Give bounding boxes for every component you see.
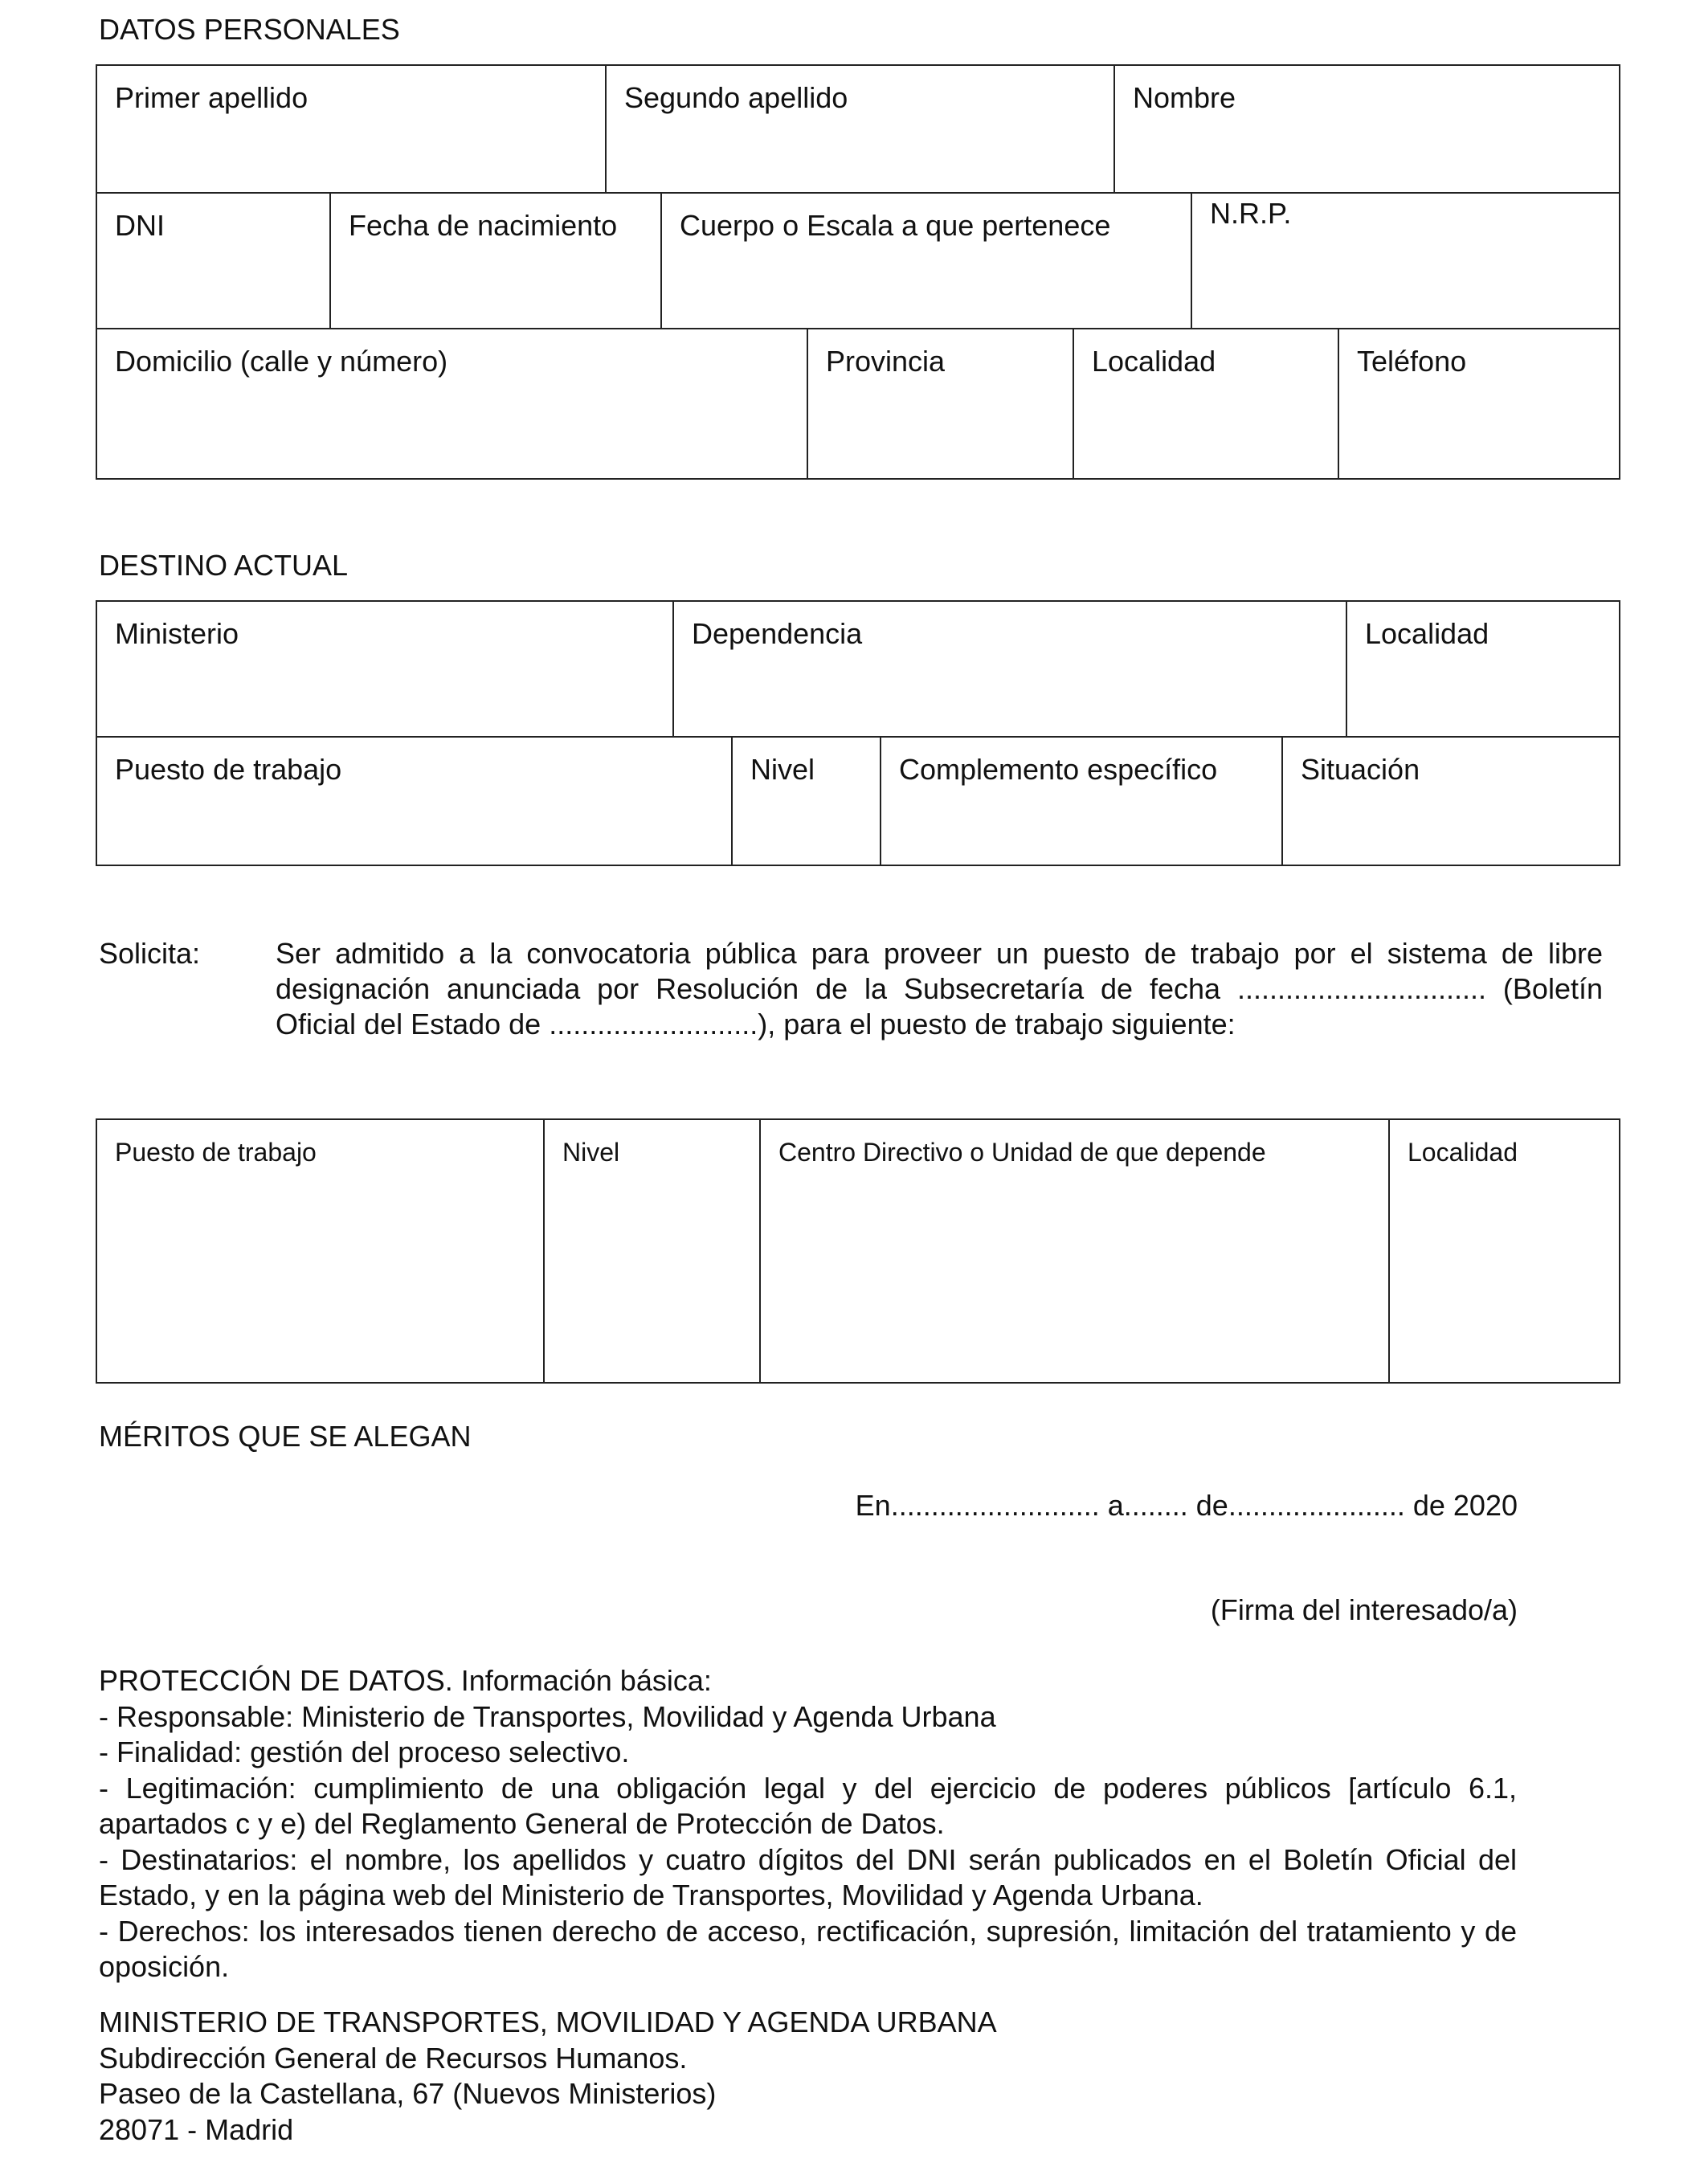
field-primer-apellido[interactable] <box>97 66 607 192</box>
direccion-subdireccion: Subdirección General de Recursos Humanos. <box>99 2041 688 2075</box>
field-fecha-nacimiento[interactable] <box>331 194 662 328</box>
field-cuerpo-escala[interactable] <box>662 194 1192 328</box>
field-label: Localidad <box>1092 345 1216 378</box>
destino-actual-row-2 <box>97 738 1619 865</box>
solicita-label: Solicita: <box>99 937 201 970</box>
solicita-text: Ser admitido a la convocatoria pública para proveer un puesto de trabajo por el sistema de libre designación anunciada por Resolución de la Subsecretaría de fecha ............................... (Boletín Oficial del Estado de ..........................), para el puesto de trabajo siguiente: <box>276 937 1603 1041</box>
field-label: Teléfono <box>1357 345 1467 378</box>
field-label: Nivel <box>750 753 815 786</box>
proteccion-datos-responsable: - Responsable: Ministerio de Transportes, Movilidad y Agenda Urbana <box>99 1699 996 1733</box>
field-label: Segundo apellido <box>624 81 848 114</box>
field-label: Nombre <box>1133 81 1236 114</box>
destino-actual-row-1 <box>97 602 1619 738</box>
direccion-ministerio: MINISTERIO DE TRANSPORTES, MOVILIDAD Y AGENDA URBANA <box>99 2005 997 2038</box>
field-nivel-solicitado[interactable] <box>545 1120 761 1382</box>
puesto-solicitado-table <box>96 1118 1620 1384</box>
field-label: Localidad <box>1365 617 1489 650</box>
datos-personales-row-1 <box>97 66 1619 194</box>
field-segundo-apellido[interactable] <box>607 66 1115 192</box>
field-nivel[interactable] <box>733 738 881 865</box>
datos-personales-row-2 <box>97 194 1619 329</box>
field-telefono[interactable] <box>1339 329 1619 478</box>
section-title-datos-personales: DATOS PERSONALES <box>99 13 400 46</box>
proteccion-datos <box>99 1663 1517 1985</box>
field-label: Puesto de trabajo <box>115 1138 317 1167</box>
proteccion-datos-derechos: - Derechos: los interesados tienen derecho de acceso, rectificación, supresión, limitación del tratamiento y de oposición. <box>99 1914 1517 1983</box>
field-label: Fecha de nacimiento <box>349 209 618 242</box>
section-title-destino-actual: DESTINO ACTUAL <box>99 549 349 582</box>
field-label: Provincia <box>826 345 946 378</box>
field-label: N.R.P. <box>1210 197 1292 230</box>
field-label: Situación <box>1301 753 1420 786</box>
field-puesto-trabajo[interactable] <box>97 738 733 865</box>
field-label: Centro Directivo o Unidad de que depende <box>778 1138 1266 1167</box>
proteccion-datos-destinatarios: - Destinatarios: el nombre, los apellidos y cuatro dígitos del DNI serán publicados en el Boletín Oficial del Estado, y en la página web del Ministerio de Transportes, Movilidad y Agenda Urbana. <box>99 1842 1517 1911</box>
field-nrp[interactable] <box>1192 194 1619 328</box>
proteccion-datos-finalidad: - Finalidad: gestión del proceso selectivo. <box>99 1736 630 1768</box>
direccion-calle: Paseo de la Castellana, 67 (Nuevos Ministerios) <box>99 2077 717 2110</box>
field-label: Localidad <box>1408 1138 1518 1167</box>
section-title-meritos: MÉRITOS QUE SE ALEGAN <box>99 1420 472 1453</box>
field-centro-directivo[interactable] <box>761 1120 1390 1382</box>
field-ministerio[interactable] <box>97 602 674 736</box>
field-localidad[interactable] <box>1074 329 1339 478</box>
field-complemento-especifico[interactable] <box>881 738 1283 865</box>
field-puesto-solicitado[interactable] <box>97 1120 545 1382</box>
fecha-linea: En.......................... a........ de...................... de 2020 <box>855 1489 1518 1522</box>
direccion-cp-ciudad: 28071 - Madrid <box>99 2112 294 2146</box>
direccion <box>99 2005 997 2148</box>
field-label: DNI <box>115 209 165 242</box>
proteccion-datos-legitimacion: - Legitimación: cumplimiento de una obligación legal y del ejercicio de poderes públicos [artículo 6.1, apartados c y e) del Reglamento General de Protección de Datos. <box>99 1771 1517 1840</box>
field-localidad-solicitada[interactable] <box>1390 1120 1619 1382</box>
proteccion-datos-title: PROTECCIÓN DE DATOS. Información básica: <box>99 1664 712 1697</box>
field-localidad-destino[interactable] <box>1347 602 1619 736</box>
puesto-solicitado-row <box>97 1120 1619 1382</box>
field-dependencia[interactable] <box>674 602 1347 736</box>
datos-personales-row-3 <box>97 329 1619 478</box>
field-provincia[interactable] <box>808 329 1074 478</box>
datos-personales-table <box>96 64 1620 480</box>
field-nombre[interactable] <box>1115 66 1619 192</box>
field-label: Nivel <box>562 1138 620 1167</box>
field-label: Complemento específico <box>899 753 1218 786</box>
field-dni[interactable] <box>97 194 331 328</box>
field-domicilio[interactable] <box>97 329 808 478</box>
firma-interesado: (Firma del interesado/a) <box>1210 1593 1518 1626</box>
field-label: Ministerio <box>115 617 239 650</box>
field-label: Cuerpo o Escala a que pertenece <box>680 209 1111 242</box>
field-label: Dependencia <box>692 617 863 650</box>
field-label: Domicilio (calle y número) <box>115 345 448 378</box>
destino-actual-table <box>96 600 1620 866</box>
field-label: Primer apellido <box>115 81 309 114</box>
field-situacion[interactable] <box>1283 738 1619 865</box>
field-label: Puesto de trabajo <box>115 753 342 786</box>
